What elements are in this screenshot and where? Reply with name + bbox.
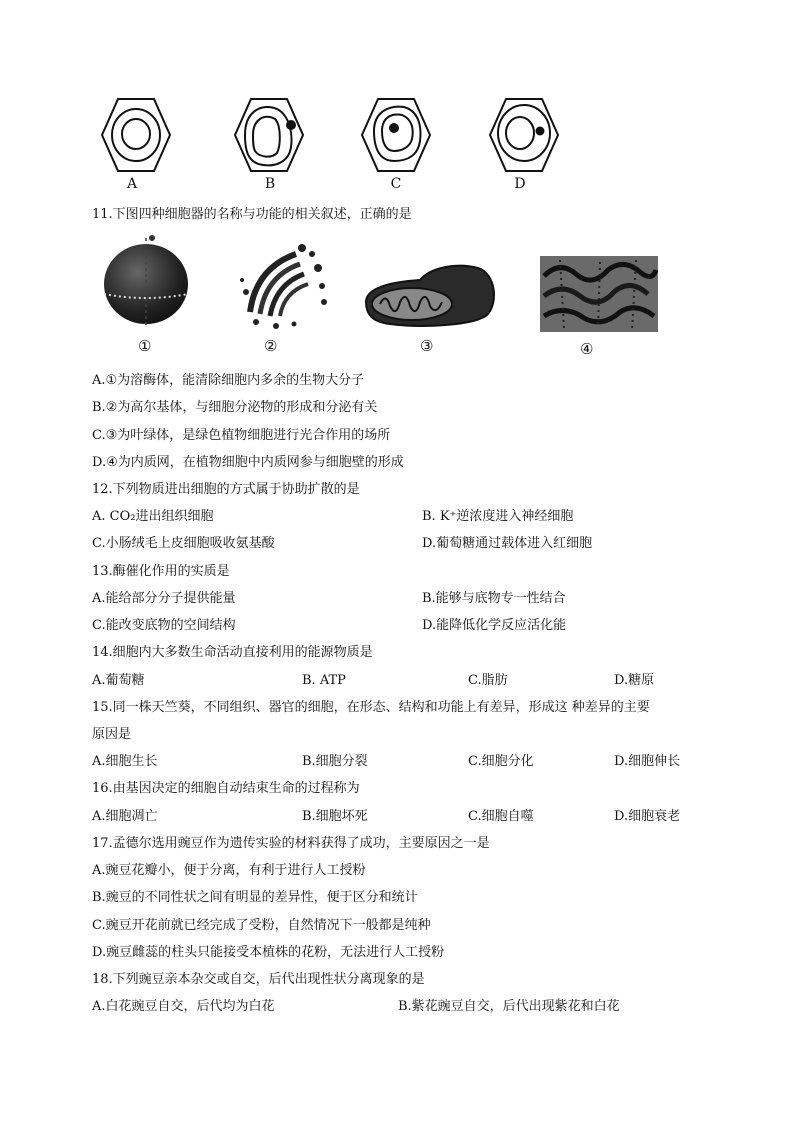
organelle-label-4: ④ (580, 340, 594, 358)
question-13-option-a: A.能给部分分子提供能量 (92, 591, 236, 606)
question-15-stem-line2: 原因是 (92, 727, 132, 742)
question-14-stem: 14.细胞内大多数生命活动直接利用的能源物质是 (92, 645, 373, 660)
question-14-option-b: B. ATP (302, 673, 346, 688)
question-15-option-c: C.细胞分化 (468, 754, 534, 769)
organelle-3-image (360, 258, 500, 334)
question-15-stem-line1: 15.同一株天竺葵，不同组织、器官的细胞，在形态、结构和功能上有差异，形成这 种差异的主要 (92, 700, 650, 715)
organelle-2-image (236, 232, 336, 336)
question-13-option-c: C.能改变底物的空间结构 (92, 618, 236, 633)
question-13-option-b: B.能够与底物专一性结合 (422, 591, 566, 606)
cell-label-a: A (126, 176, 138, 192)
question-14-option-d: D.糖原 (614, 673, 655, 688)
question-17-option-b: B.豌豆的不同性状之间有明显的差异性，便于区分和统计 (92, 890, 418, 905)
question-18-stem: 18.下列豌豆亲本杂交或自交，后代出现性状分离现象的是 (92, 972, 425, 987)
question-17-option-a: A.豌豆花瓣小，便于分离，有利于进行人工授粉 (92, 863, 366, 878)
question-12-option-c: C.小肠绒毛上皮细胞吸收氨基酸 (92, 536, 275, 551)
organelle-label-1: ① (138, 337, 152, 355)
question-15-option-d: D.细胞伸长 (614, 754, 681, 769)
question-16-option-d: D.细胞衰老 (614, 809, 681, 824)
organelle-4-image (540, 256, 658, 336)
question-12-option-b: B. K⁺逆浓度进入神经细胞 (422, 509, 574, 524)
cell-label-d: D (514, 176, 526, 192)
organelle-label-3: ③ (420, 337, 434, 355)
question-11-stem: 11.下图四种细胞器的名称与功能的相关叙述，正确的是 (92, 207, 412, 222)
organelle-label-2: ② (264, 337, 278, 355)
question-12-stem: 12.下列物质进出细胞的方式属于协助扩散的是 (92, 482, 360, 497)
question-11-option-c: C.③为叶绿体，是绿色植物细胞进行光合作用的场所 (92, 428, 391, 443)
question-16-option-a: A.细胞凋亡 (92, 809, 158, 824)
question-14-option-c: C.脂肪 (468, 673, 508, 688)
question-16-stem: 16.由基因决定的细胞自动结束生命的过程称为 (92, 781, 360, 796)
question-12-option-d: D.葡萄糖通过载体进入红细胞 (422, 536, 593, 551)
question-11-option-d: D.④为内质网，在植物细胞中内质网参与细胞壁的形成 (92, 455, 404, 470)
question-15-option-a: A.细胞生长 (92, 754, 158, 769)
question-14-option-a: A.葡萄糖 (92, 673, 145, 688)
question-11-option-a: A.①为溶酶体，能清除细胞内多余的生物大分子 (92, 373, 365, 388)
question-12-option-a: A. CO₂进出组织细胞 (92, 509, 214, 524)
question-16-option-c: C.细胞自噬 (468, 809, 534, 824)
question-17-stem: 17.孟德尔选用豌豆作为遗传实验的材料获得了成功，主要原因之一是 (92, 836, 490, 851)
question-13-stem: 13.酶催化作用的实质是 (92, 564, 230, 579)
question-18-option-b: B.紫花豌豆自交，后代出现紫花和白花 (398, 999, 620, 1014)
question-16-option-b: B.细胞坏死 (302, 809, 368, 824)
cell-label-b: B (264, 176, 276, 192)
question-13-option-d: D.能降低化学反应活化能 (422, 618, 567, 633)
question-11-option-b: B.②为高尔基体，与细胞分泌物的形成和分泌有关 (92, 400, 378, 415)
question-18-option-a: A.白花豌豆自交，后代均为白花 (92, 999, 275, 1014)
question-15-option-b: B.细胞分裂 (302, 754, 368, 769)
question-17-option-c: C.豌豆开花前就已经完成了受粉，自然情况下一般都是纯种 (92, 918, 431, 933)
question-17-option-d: D.豌豆雌蕊的柱头只能接受本植株的花粉，无法进行人工授粉 (92, 945, 445, 960)
organelle-1-image (96, 232, 196, 336)
cell-label-c: C (390, 176, 402, 192)
